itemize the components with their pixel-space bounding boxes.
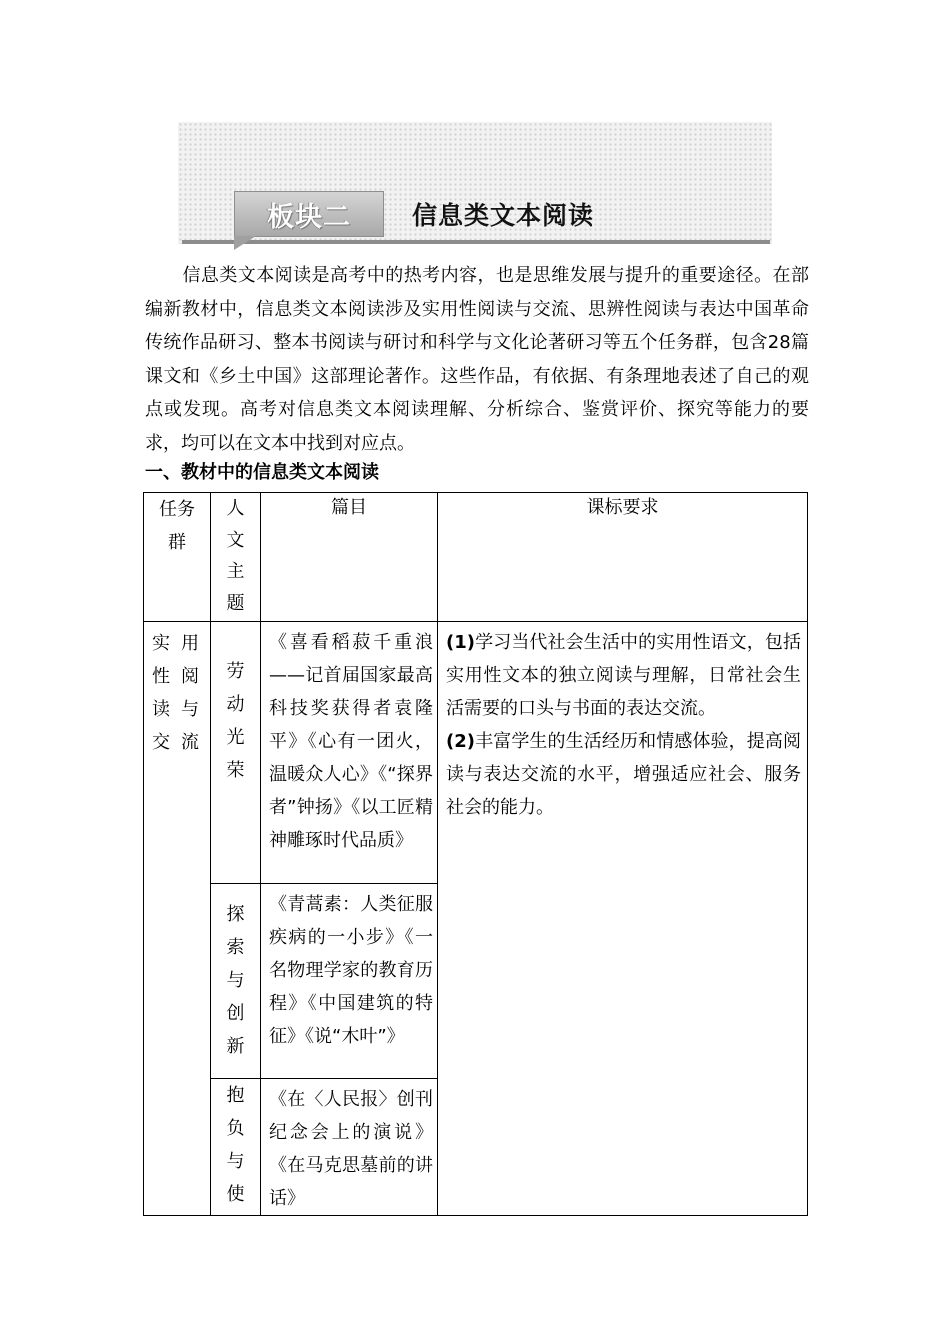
section-heading: 一、教材中的信息类文本阅读 <box>145 462 379 483</box>
works-cell: 《在〈人民报〉创刊纪念会上的演说》《在马克思墓前的讲话》 <box>261 1079 438 1216</box>
theme-cell: 探索与创新 <box>211 884 261 1079</box>
intro-paragraph <box>145 259 809 461</box>
requirement-item: (2)丰富学生的生活经历和情感体验，提高阅读与表达交流的水平，增强适应社会、服务社会的能力。 <box>446 731 801 818</box>
theme-cell: 劳动光荣 <box>211 622 261 884</box>
header-requirements: 课标要求 <box>438 493 808 622</box>
intro-text: 信息类文本阅读是高考中的热考内容，也是思维发展与提升的重要途径。在部编新教材中，信息类文本阅读涉及实用性阅读与交流、思辨性阅读与表达中国革命传统作品研习、整本书阅读与研讨和科学与文化论著研习等五个任务群，包含28篇课文和《乡土中国》这部理论著作。这些作品，有依据、有条理地表述了自己的观点或发现。高考对信息类文本阅读理解、分析综合、鉴赏评价、探究等能力的要求，均可以在文本中找到对应点。 <box>145 265 809 454</box>
textbook-table <box>143 492 808 1216</box>
banner-tag-tail <box>234 236 256 250</box>
banner-title: 信息类文本阅读 <box>412 201 595 230</box>
requirements-cell <box>438 622 808 1216</box>
table-header-row <box>144 493 808 622</box>
banner-underline <box>182 240 770 244</box>
banner-tag: 板块二 <box>234 191 384 237</box>
theme-cell: 抱负与使 <box>211 1079 261 1216</box>
requirement-item: (1)学习当代社会生活中的实用性语文，包括实用性文本的独立阅读与理解，日常社会生活需要的口头与书面的表达交流。 <box>446 632 801 719</box>
works-cell: 《青蒿素：人类征服疾病的一小步》《一名物理学家的教育历程》《中国建筑的特征》《说“木叶”》 <box>261 884 438 1079</box>
header-task-group: 任务群 <box>144 493 211 622</box>
works-cell: 《喜看稻菽千重浪——记首届国家最高科技奖获得者袁隆平》《心有一团火，温暖众人心》《“探界者”钟扬》《以工匠精神雕琢时代品质》 <box>261 622 438 884</box>
table-row <box>144 622 808 884</box>
header-works: 篇目 <box>261 493 438 622</box>
header-theme: 人文主题 <box>211 493 261 622</box>
section-banner <box>178 122 772 250</box>
task-group-cell: 实用性阅读与交流 <box>144 622 211 1216</box>
